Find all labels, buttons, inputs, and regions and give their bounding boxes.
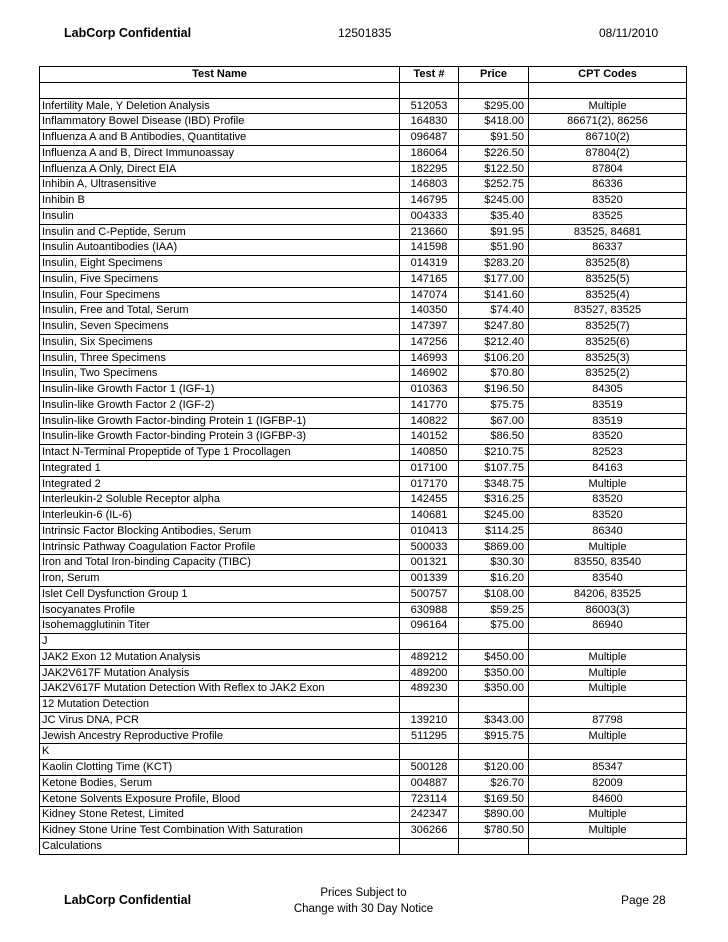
cell-test-number: 147397 [400,319,459,335]
table-row [40,634,687,650]
header-date: 08/11/2010 [599,26,659,40]
cell-test-name: Influenza A Only, Direct EIA [40,161,400,177]
table-row [40,492,687,508]
cell-cpt-codes: 83527, 83525 [529,303,687,319]
cell-test-name: Ketone Bodies, Serum [40,775,400,791]
table-row [40,712,687,728]
cell-cpt-codes: 83525(7) [529,319,687,335]
table-row [40,114,687,130]
cell-cpt-codes: 83550, 83540 [529,555,687,571]
cell-test-number: 164830 [400,114,459,130]
cell-price: $59.25 [459,602,529,618]
cell-cpt-codes: 86671(2), 86256 [529,114,687,130]
cell-test-name: Isohemagglutinin Titer [40,618,400,634]
header-company: LabCorp Confidential [64,26,192,40]
cell-cpt-codes: 83525(8) [529,256,687,272]
cell-test-number: 182295 [400,161,459,177]
cell-price: $450.00 [459,649,529,665]
table-row [40,256,687,272]
cell-cpt-codes: 85347 [529,760,687,776]
table-row [40,791,687,807]
cell-price: $252.75 [459,177,529,193]
cell-test-name: Ketone Solvents Exposure Profile, Blood [40,791,400,807]
table-row [40,508,687,524]
cell-test-number [400,634,459,650]
price-table [39,66,687,855]
cell-test-number: 140850 [400,445,459,461]
cell-test-number: 146795 [400,193,459,209]
cell-price: $26.70 [459,775,529,791]
table-row [40,775,687,791]
cell-test-name: Integrated 1 [40,460,400,476]
cell-test-number: 014319 [400,256,459,272]
cell-test-number: 630988 [400,602,459,618]
cell-cpt-codes: 83520 [529,508,687,524]
cell-test-number: 141598 [400,240,459,256]
cell-cpt-codes: Multiple [529,823,687,839]
column-header-cpt-codes: CPT Codes [529,67,687,83]
cell-cpt-codes: 83525(6) [529,334,687,350]
cell-cpt-codes: Multiple [529,476,687,492]
table-row [40,649,687,665]
cell-test-number: 140681 [400,508,459,524]
table-row [40,271,687,287]
cell-test-number: 500757 [400,586,459,602]
cell-price: $245.00 [459,508,529,524]
cell-test-name: Insulin and C-Peptide, Serum [40,224,400,240]
cell-test-name: Insulin [40,208,400,224]
cell-cpt-codes: 84305 [529,382,687,398]
table-row [40,382,687,398]
table-row [40,460,687,476]
cell-price: $350.00 [459,665,529,681]
table-row [40,366,687,382]
cell-price: $283.20 [459,256,529,272]
cell-test-name: Calculations [40,838,400,854]
cell-test-name: Inflammatory Bowel Disease (IBD) Profile [40,114,400,130]
table-row [40,476,687,492]
table-row [40,130,687,146]
cell-test-number: 511295 [400,728,459,744]
cell-test-number: 004333 [400,208,459,224]
cell-cpt-codes: 83520 [529,492,687,508]
cell-price: $107.75 [459,460,529,476]
table-row [40,413,687,429]
table-header-row [40,67,687,83]
table-row [40,823,687,839]
table-row [40,807,687,823]
cell-test-name: Intact N-Terminal Propeptide of Type 1 Procollagen [40,445,400,461]
cell-test-number: 723114 [400,791,459,807]
table-row [40,193,687,209]
cell-test-name: Iron, Serum [40,571,400,587]
cell-cpt-codes: 83525(2) [529,366,687,382]
table-row [40,586,687,602]
cell-cpt-codes [529,82,687,98]
cell-test-number: 141770 [400,397,459,413]
cell-price: $51.90 [459,240,529,256]
table-row [40,618,687,634]
cell-test-name: Iron and Total Iron-binding Capacity (TIBC) [40,555,400,571]
footer-company: LabCorp Confidential [64,893,192,907]
cell-test-name: Insulin-like Growth Factor 1 (IGF-1) [40,382,400,398]
cell-price: $114.25 [459,523,529,539]
cell-test-number: 140152 [400,429,459,445]
cell-test-number: 001321 [400,555,459,571]
cell-price: $35.40 [459,208,529,224]
cell-price: $343.00 [459,712,529,728]
footer-notice [276,885,451,917]
cell-cpt-codes: 86003(3) [529,602,687,618]
cell-price: $348.75 [459,476,529,492]
cell-test-name: 12 Mutation Detection [40,697,400,713]
cell-price: $196.50 [459,382,529,398]
cell-cpt-codes: 83525(4) [529,287,687,303]
cell-test-name: Influenza A and B, Direct Immunoassay [40,145,400,161]
cell-test-name: Intrinsic Factor Blocking Antibodies, Serum [40,523,400,539]
table-row [40,208,687,224]
cell-price: $890.00 [459,807,529,823]
cell-cpt-codes: 83520 [529,193,687,209]
cell-price: $108.00 [459,586,529,602]
cell-cpt-codes: 86940 [529,618,687,634]
cell-price [459,634,529,650]
cell-test-number: 147074 [400,287,459,303]
table-row [40,177,687,193]
column-header-test-name: Test Name [40,67,400,83]
cell-test-number: 010413 [400,523,459,539]
cell-test-number: 004887 [400,775,459,791]
cell-test-number: 489212 [400,649,459,665]
cell-test-number: 010363 [400,382,459,398]
cell-test-name: Influenza A and B Antibodies, Quantitative [40,130,400,146]
cell-test-number: 512053 [400,98,459,114]
cell-price [459,697,529,713]
cell-cpt-codes: 83525(3) [529,350,687,366]
cell-cpt-codes: Multiple [529,649,687,665]
table-row [40,98,687,114]
cell-price: $141.60 [459,287,529,303]
cell-test-name: JAK2 Exon 12 Mutation Analysis [40,649,400,665]
table-row [40,240,687,256]
cell-test-name: Jewish Ancestry Reproductive Profile [40,728,400,744]
column-header-price: Price [459,67,529,83]
table-row [40,319,687,335]
cell-test-name: Kidney Stone Retest, Limited [40,807,400,823]
table-row [40,681,687,697]
table-row [40,334,687,350]
cell-test-name: J [40,634,400,650]
cell-cpt-codes [529,744,687,760]
cell-cpt-codes: 83525 [529,208,687,224]
cell-cpt-codes: Multiple [529,728,687,744]
table-row [40,571,687,587]
cell-price: $91.95 [459,224,529,240]
cell-cpt-codes: 86710(2) [529,130,687,146]
cell-test-number: 500033 [400,539,459,555]
table-row [40,602,687,618]
cell-cpt-codes: 83519 [529,397,687,413]
cell-test-name: Inhibin A, Ultrasensitive [40,177,400,193]
cell-test-number: 147165 [400,271,459,287]
cell-test-number: 140822 [400,413,459,429]
cell-test-name: Interleukin-2 Soluble Receptor alpha [40,492,400,508]
column-header-test-number: Test # [400,67,459,83]
cell-price [459,82,529,98]
table-row [40,728,687,744]
cell-test-name: Insulin Autoantibodies (IAA) [40,240,400,256]
footer-notice-line1: Prices Subject to [320,887,407,899]
cell-test-number: 096487 [400,130,459,146]
cell-price: $247.80 [459,319,529,335]
cell-test-name [40,82,400,98]
cell-price: $212.40 [459,334,529,350]
table-row [40,82,687,98]
cell-price: $316.25 [459,492,529,508]
cell-price: $122.50 [459,161,529,177]
cell-cpt-codes: 83525, 84681 [529,224,687,240]
cell-price: $120.00 [459,760,529,776]
cell-test-number: 306266 [400,823,459,839]
cell-cpt-codes: 83540 [529,571,687,587]
cell-test-number: 242347 [400,807,459,823]
cell-price [459,744,529,760]
table-row [40,287,687,303]
cell-cpt-codes: 84600 [529,791,687,807]
cell-cpt-codes: 86337 [529,240,687,256]
table-row [40,303,687,319]
table-row [40,145,687,161]
table-row [40,665,687,681]
cell-test-name: Islet Cell Dysfunction Group 1 [40,586,400,602]
cell-test-number: 001339 [400,571,459,587]
cell-test-name: JAK2V617F Mutation Analysis [40,665,400,681]
table-row [40,760,687,776]
cell-price: $75.00 [459,618,529,634]
cell-test-name: Insulin-like Growth Factor-binding Protein 3 (IGFBP-3) [40,429,400,445]
cell-price: $780.50 [459,823,529,839]
cell-cpt-codes: 82009 [529,775,687,791]
table-row [40,838,687,854]
cell-cpt-codes: 83519 [529,413,687,429]
cell-test-name: Intrinsic Pathway Coagulation Factor Profile [40,539,400,555]
cell-test-name: Insulin, Four Specimens [40,287,400,303]
cell-test-name: Insulin, Eight Specimens [40,256,400,272]
cell-price: $418.00 [459,114,529,130]
cell-test-number [400,838,459,854]
cell-cpt-codes: 86340 [529,523,687,539]
footer-notice-line2: Change with 30 Day Notice [293,903,434,915]
cell-test-number: 489230 [400,681,459,697]
cell-price: $106.20 [459,350,529,366]
cell-test-number: 140350 [400,303,459,319]
header-account-number: 12501835 [338,26,392,40]
cell-test-name: Insulin, Six Specimens [40,334,400,350]
cell-price: $915.75 [459,728,529,744]
cell-price: $350.00 [459,681,529,697]
cell-cpt-codes: 86336 [529,177,687,193]
cell-test-number: 186064 [400,145,459,161]
cell-cpt-codes: Multiple [529,681,687,697]
cell-price: $91.50 [459,130,529,146]
cell-cpt-codes: Multiple [529,98,687,114]
cell-price: $245.00 [459,193,529,209]
cell-price [459,838,529,854]
cell-test-name: Insulin, Five Specimens [40,271,400,287]
cell-test-name: JC Virus DNA, PCR [40,712,400,728]
cell-cpt-codes: 87804(2) [529,145,687,161]
cell-test-number [400,697,459,713]
cell-test-name: Insulin, Free and Total, Serum [40,303,400,319]
cell-price: $869.00 [459,539,529,555]
table-row [40,697,687,713]
cell-test-name: Insulin-like Growth Factor-binding Protein 1 (IGFBP-1) [40,413,400,429]
cell-price: $16.20 [459,571,529,587]
cell-test-number: 213660 [400,224,459,240]
cell-price: $86.50 [459,429,529,445]
cell-test-number: 017100 [400,460,459,476]
table-row [40,350,687,366]
cell-price: $75.75 [459,397,529,413]
cell-price: $67.00 [459,413,529,429]
cell-cpt-codes: 83525(5) [529,271,687,287]
cell-price: $169.50 [459,791,529,807]
cell-test-name: K [40,744,400,760]
table-row [40,161,687,177]
cell-cpt-codes: 83520 [529,429,687,445]
cell-price: $74.40 [459,303,529,319]
cell-price: $177.00 [459,271,529,287]
table-row [40,523,687,539]
table-row [40,539,687,555]
footer-page-number: Page 28 [621,893,666,907]
cell-cpt-codes: Multiple [529,539,687,555]
table-row [40,429,687,445]
cell-test-name: Kaolin Clotting Time (KCT) [40,760,400,776]
cell-test-number [400,744,459,760]
cell-cpt-codes [529,697,687,713]
cell-price: $295.00 [459,98,529,114]
cell-test-name: Isocyanates Profile [40,602,400,618]
cell-test-number [400,82,459,98]
cell-test-number: 096164 [400,618,459,634]
cell-price: $226.50 [459,145,529,161]
cell-cpt-codes: 84163 [529,460,687,476]
table-row [40,555,687,571]
cell-test-name: Insulin, Two Specimens [40,366,400,382]
cell-cpt-codes: 84206, 83525 [529,586,687,602]
table-row [40,224,687,240]
table-row [40,445,687,461]
cell-test-name: Kidney Stone Urine Test Combination With Saturation [40,823,400,839]
cell-price: $70.80 [459,366,529,382]
cell-price: $210.75 [459,445,529,461]
cell-test-name: Interleukin-6 (IL-6) [40,508,400,524]
cell-test-number: 142455 [400,492,459,508]
cell-cpt-codes: 82523 [529,445,687,461]
cell-test-name: Insulin, Three Specimens [40,350,400,366]
cell-test-name: Insulin, Seven Specimens [40,319,400,335]
cell-test-number: 146993 [400,350,459,366]
cell-cpt-codes [529,838,687,854]
cell-cpt-codes: Multiple [529,665,687,681]
cell-cpt-codes: Multiple [529,807,687,823]
cell-test-number: 146803 [400,177,459,193]
cell-cpt-codes: 87798 [529,712,687,728]
table-row [40,744,687,760]
cell-test-name: Integrated 2 [40,476,400,492]
cell-test-number: 139210 [400,712,459,728]
cell-test-number: 146902 [400,366,459,382]
cell-test-name: JAK2V617F Mutation Detection With Reflex to JAK2 Exon [40,681,400,697]
cell-test-name: Inhibin B [40,193,400,209]
table-body [40,82,687,854]
cell-cpt-codes [529,634,687,650]
cell-test-number: 017170 [400,476,459,492]
cell-test-number: 489200 [400,665,459,681]
cell-test-number: 500128 [400,760,459,776]
cell-test-name: Insulin-like Growth Factor 2 (IGF-2) [40,397,400,413]
cell-price: $30.30 [459,555,529,571]
cell-cpt-codes: 87804 [529,161,687,177]
cell-test-number: 147256 [400,334,459,350]
cell-test-name: Infertility Male, Y Deletion Analysis [40,98,400,114]
table-row [40,397,687,413]
